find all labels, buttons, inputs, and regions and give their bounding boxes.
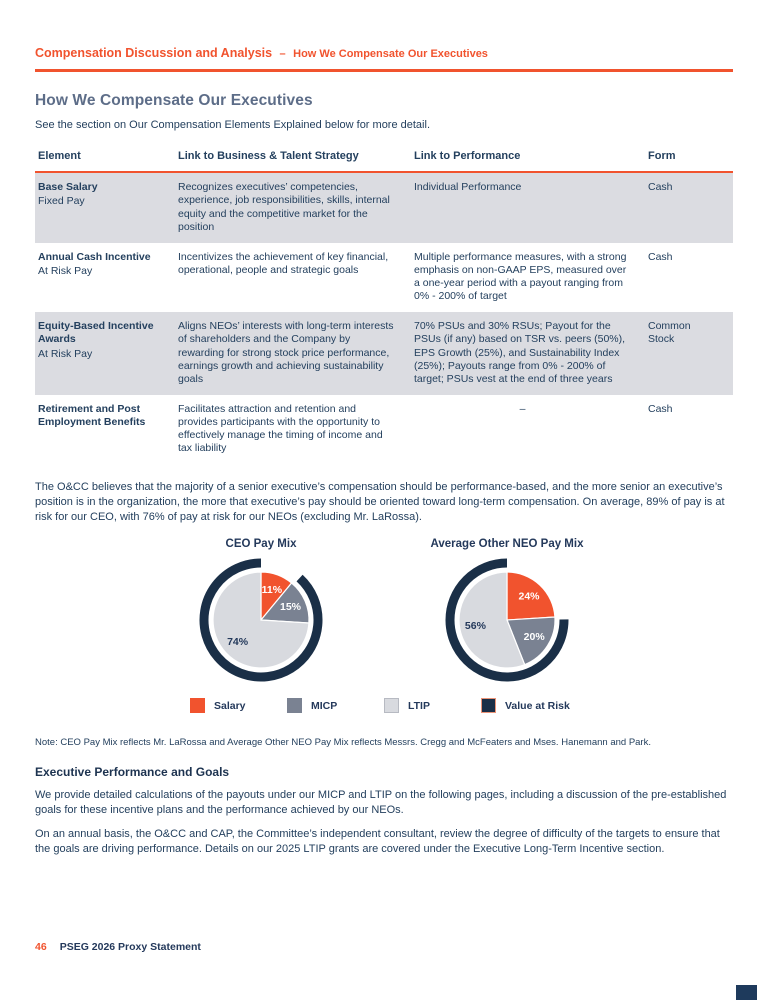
legend-item-micp: MICP xyxy=(287,698,384,713)
performance-cell: – xyxy=(519,402,526,415)
column-header-form: Form xyxy=(648,149,676,162)
svg-text:74%: 74% xyxy=(227,636,249,649)
footer-label: PSEG 2026 Proxy Statement xyxy=(59,941,201,953)
ceo-pay-mix-pie xyxy=(191,550,331,690)
breadcrumb-section: Compensation Discussion and Analysis xyxy=(35,46,273,60)
page-footer xyxy=(35,941,201,953)
strategy-cell: Facilitates attraction and retention and provides participants with the opportunity to effectively manage the timing of income and tax liability xyxy=(178,402,383,455)
column-header-performance: Link to Performance xyxy=(414,149,521,162)
legend-item-ltip: LTIP xyxy=(384,698,481,713)
breadcrumb-separator: – xyxy=(279,48,286,60)
table-row xyxy=(35,243,733,313)
chart-legend xyxy=(35,698,733,713)
pay-mix-charts xyxy=(35,538,733,690)
svg-text:11%: 11% xyxy=(261,583,283,596)
ceo-pay-mix-chart xyxy=(165,538,357,690)
ltip-swatch-icon xyxy=(384,698,399,713)
table-row xyxy=(35,395,733,465)
form-cell: Common Stock xyxy=(648,320,691,346)
section-body xyxy=(35,788,733,856)
strategy-cell: Recognizes executives’ competencies, experience, job responsibilities, skills, internal equity and the competitive market for the position xyxy=(178,181,390,233)
strategy-cell: Incentivizes the achievement of key financial, operational, people and strategic goals xyxy=(178,250,389,276)
chart-title: CEO Pay Mix xyxy=(225,538,297,551)
table-row xyxy=(35,173,733,243)
breadcrumb-subsection: How We Compensate Our Executives xyxy=(293,48,488,60)
section-paragraph: On an annual basis, the O&CC and CAP, the Committee’s independent consultant, review the degree of difficulty of the targets to ensure that the goals are driving performance. Details on our 2025 LTIP grants are covered under the Executive Long-Term Incentive section. xyxy=(35,827,720,855)
performance-cell: Individual Performance xyxy=(414,181,522,194)
compensation-elements-table xyxy=(35,146,733,465)
salary-swatch-icon xyxy=(190,698,205,713)
intro-text: See the section on Our Compensation Elements Explained below for more detail. xyxy=(35,118,430,131)
chart-note: Note: CEO Pay Mix reflects Mr. LaRossa and Average Other NEO Pay Mix reflects Messrs. Cregg and McFeaters and Mses. Hanemann and Park. xyxy=(35,737,651,749)
neo-pay-mix-pie xyxy=(437,550,577,690)
column-header-strategy: Link to Business & Talent Strategy xyxy=(178,149,359,162)
page-number: 46 xyxy=(35,941,47,953)
legend-item-salary: Salary xyxy=(190,698,287,713)
element-cell: Equity-Based Incentive Awards At Risk Pay xyxy=(38,320,154,360)
form-cell: Cash xyxy=(648,250,673,263)
header-rule xyxy=(35,69,733,72)
strategy-cell: Aligns NEOs’ interests with long-term interests of shareholders and the Company by rewarding for strong stock price performance, earnings growth and achieving sustainability goals xyxy=(178,320,394,385)
page-header xyxy=(35,44,733,72)
section-paragraph: We provide detailed calculations of the payouts under our MICP and LTIP on the following pages, including a discussion of the pre-established goals for these incentive plans and the performance achieved by our NEOs. xyxy=(35,789,727,817)
table-header-row xyxy=(35,146,733,174)
svg-text:15%: 15% xyxy=(280,601,302,614)
occ-paragraph: The O&CC believes that the majority of a senior executive’s compensation should be performance-based, and the more senior an executive’s position is in the organization, the more that executive’s pay should be oriented toward long-term compensation. On average, 89% of pay is at risk for our CEO, with 76% of pay at risk for our NEOs (excluding Mr. LaRossa). xyxy=(35,481,725,523)
page-title: How We Compensate Our Executives xyxy=(35,91,313,109)
performance-cell: 70% PSUs and 30% RSUs; Payout for the PSUs (if any) based on TSR vs. peers (50%), EPS Growth (25%), and Sustainability Index (25%); Payouts range from 0% - 200% of target; PSUs vest at the end of three years xyxy=(414,320,626,385)
element-cell: Annual Cash Incentive At Risk Pay xyxy=(38,250,151,277)
neo-pay-mix-chart xyxy=(411,538,603,690)
element-cell: Retirement and Post Employment Benefits xyxy=(38,402,146,428)
performance-cell: Multiple performance measures, with a strong emphasis on non-GAAP EPS, measured over a one-year period with a payout ranging from 0% - 200% of target xyxy=(414,250,627,303)
micp-swatch-icon xyxy=(287,698,302,713)
breadcrumb xyxy=(35,44,733,62)
form-cell: Cash xyxy=(648,181,673,194)
svg-text:56%: 56% xyxy=(464,620,486,633)
legend-item-value-at-risk: Value at Risk xyxy=(481,698,578,713)
page-edge-tab xyxy=(736,985,757,1000)
chart-title: Average Other NEO Pay Mix xyxy=(430,538,584,551)
column-header-element: Element xyxy=(38,149,81,162)
table-row xyxy=(35,312,733,395)
value-at-risk-swatch-icon xyxy=(481,698,496,713)
form-cell: Cash xyxy=(648,402,673,415)
svg-text:24%: 24% xyxy=(518,590,540,603)
element-cell: Base Salary Fixed Pay xyxy=(38,181,98,208)
section-heading: Executive Performance and Goals xyxy=(35,765,230,780)
svg-text:20%: 20% xyxy=(523,631,545,644)
